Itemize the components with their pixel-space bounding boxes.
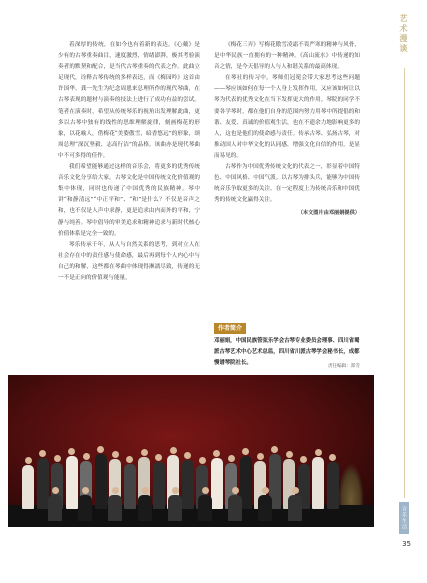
performer-head	[286, 451, 293, 458]
performer-head	[262, 487, 269, 494]
performer-head	[271, 446, 278, 453]
performer-figure	[288, 495, 302, 521]
performer-figure	[198, 495, 212, 521]
performer-head	[228, 455, 235, 462]
performer-figure	[108, 495, 122, 521]
performer-figure	[78, 495, 92, 521]
performer-head	[257, 453, 264, 460]
performer-head	[184, 452, 191, 459]
performer-head	[202, 487, 209, 494]
performer-head	[329, 454, 336, 461]
performer-figure	[138, 495, 152, 521]
performer-head	[155, 454, 162, 461]
editor-credit: 责任编辑：郑雪	[327, 364, 360, 369]
side-divider	[404, 68, 405, 498]
performer-head	[141, 449, 148, 456]
performer-head	[82, 487, 89, 494]
performer-figure	[228, 495, 242, 521]
performer-figure	[153, 462, 165, 509]
right-column	[214, 40, 360, 220]
paragraph: 着深厚的传统，在如今也有着新的表达。《心戴》是少有的古琴重奏曲目，速度激烈，情绪澎湃，极其考验演奏者的默契和配合，是当代古琴重奏的代表之作。此曲立足现代，诠释古琴传统的多样表达，而《梅园吟》这首由许国华、龚一先生为纪念周恩来总理所作的现代琴曲，在古琴表现的题材与演奏的技法上进行了成功有益的尝试。笔者在演奏时，希望从传统琴乐的视角出发理解此曲，更多以古琴中独有的线性的思维理解旋律，刻画梅花的形象，以花喻人，借梅花“美姿傲雪，暗香悠远”的形象，颂周总理“深沉坚毅、志高行洁”的品格。该曲亦是现代琴曲中不可多得的佳作。	[58, 42, 200, 159]
performer-head	[213, 450, 220, 457]
section-label: 艺术漫谈	[399, 14, 408, 54]
photo-credit: （本文图片由邓丽娟提供）	[297, 210, 360, 217]
performer-head	[25, 457, 32, 464]
concert-photo	[8, 375, 374, 527]
performer-figure	[168, 495, 182, 521]
performer-head	[170, 447, 177, 454]
performer-figure	[211, 458, 223, 509]
performer-figure	[124, 464, 136, 509]
performer-figure	[182, 460, 194, 509]
page-number: 35	[402, 540, 411, 548]
performer-figure	[258, 495, 272, 521]
paragraph: 琴乐传承千年，从人与自然关系的思考，到对立人在社会存在中的责任感与使命感，最后再到每个人内心中与自己的和解，这些都在琴曲中体现得淋漓尽致，传递的无一不是正向的价值观与能量。	[58, 241, 200, 281]
performer-head	[68, 448, 75, 455]
author-tag: 作者简介	[214, 323, 246, 334]
performer-head	[172, 487, 179, 494]
performer-head	[199, 457, 206, 464]
performer-head	[292, 487, 299, 494]
performer-figure	[95, 454, 107, 509]
performer-figure	[312, 457, 324, 509]
performer-head	[232, 487, 239, 494]
performer-head	[315, 449, 322, 456]
paragraph: 我们希望能够通过这样的音乐会，将更多的优秀传统音乐文化分享给大家。古琴文化是中国传统文化价值观的集中体现，同时也传递了中国优秀的民族精神。琴中讲“和静清远”“中正平和”、“和”是什么？不仅是音声之和，也不仅是人声中求静，更是追求由内而外的平和，宁静与纯善。琴中倡导的审美追求和精神追求与新时代核心价值体系是完全一致的。	[58, 164, 200, 237]
performer-head	[97, 446, 104, 453]
performer-figure	[66, 456, 78, 509]
performer-figure	[37, 458, 49, 509]
performer-head	[112, 451, 119, 458]
performer-head	[52, 487, 59, 494]
performer-head	[112, 487, 119, 494]
performer-head	[126, 456, 133, 463]
performer-figure	[22, 465, 34, 509]
performer-head	[142, 487, 149, 494]
performer-figure	[48, 495, 62, 521]
performer-head	[54, 455, 61, 462]
performer-head	[300, 456, 307, 463]
author-bio: 邓丽娟，中国民族管弦乐学会古琴专业委员会理事、四川省蜀派古琴艺术中心艺术总监，四川省川派古琴学会秘书长，成都慢谱琴院社长。	[214, 338, 360, 366]
paragraph: 古琴作为中国优秀传统文化的代表之一，彰显着中国特色、中国风格、中国气派。以古琴为排头兵，能够为中国传统音乐争取更多的关注。在一定程度上为传统音乐和中国优秀的传统文化赢得关注。	[214, 164, 360, 204]
paragraph: 《梅花三弄》写梅花傲雪凌霜不畏严寒的精神与风骨，是中华民族一直拥有的一种精神。《高山流水》中传递的知音之情，是今天倡导的人与人和谐关系的最高体现。	[214, 42, 360, 71]
paragraph: 在琴社的传习中，琴师们冠冕会带大家思考这些问题——琴应该如何在每一个人身上发挥作用，又应该如何让以琴为代表的优秀文化在当下发挥更大的作用。琴院的同学不要各学琴时，都在他们自身的范围内努力用琴中所提倡的和谐、友爱、真诚的价值观生活，也在不遗余力地影响更多的人，这也是他们的使命感与责任。传承古琴、弘扬古琴，对推动国人对中华文化的认同感，增强文化自信的作用，是显而易见的。	[214, 75, 360, 159]
decorative-plant	[338, 463, 364, 509]
section-tab: 音乐生活	[399, 502, 409, 534]
performer-figure	[327, 462, 339, 509]
performer-head	[39, 450, 46, 457]
performer-head	[83, 453, 90, 460]
performer-head	[242, 448, 249, 455]
left-column	[58, 40, 200, 284]
